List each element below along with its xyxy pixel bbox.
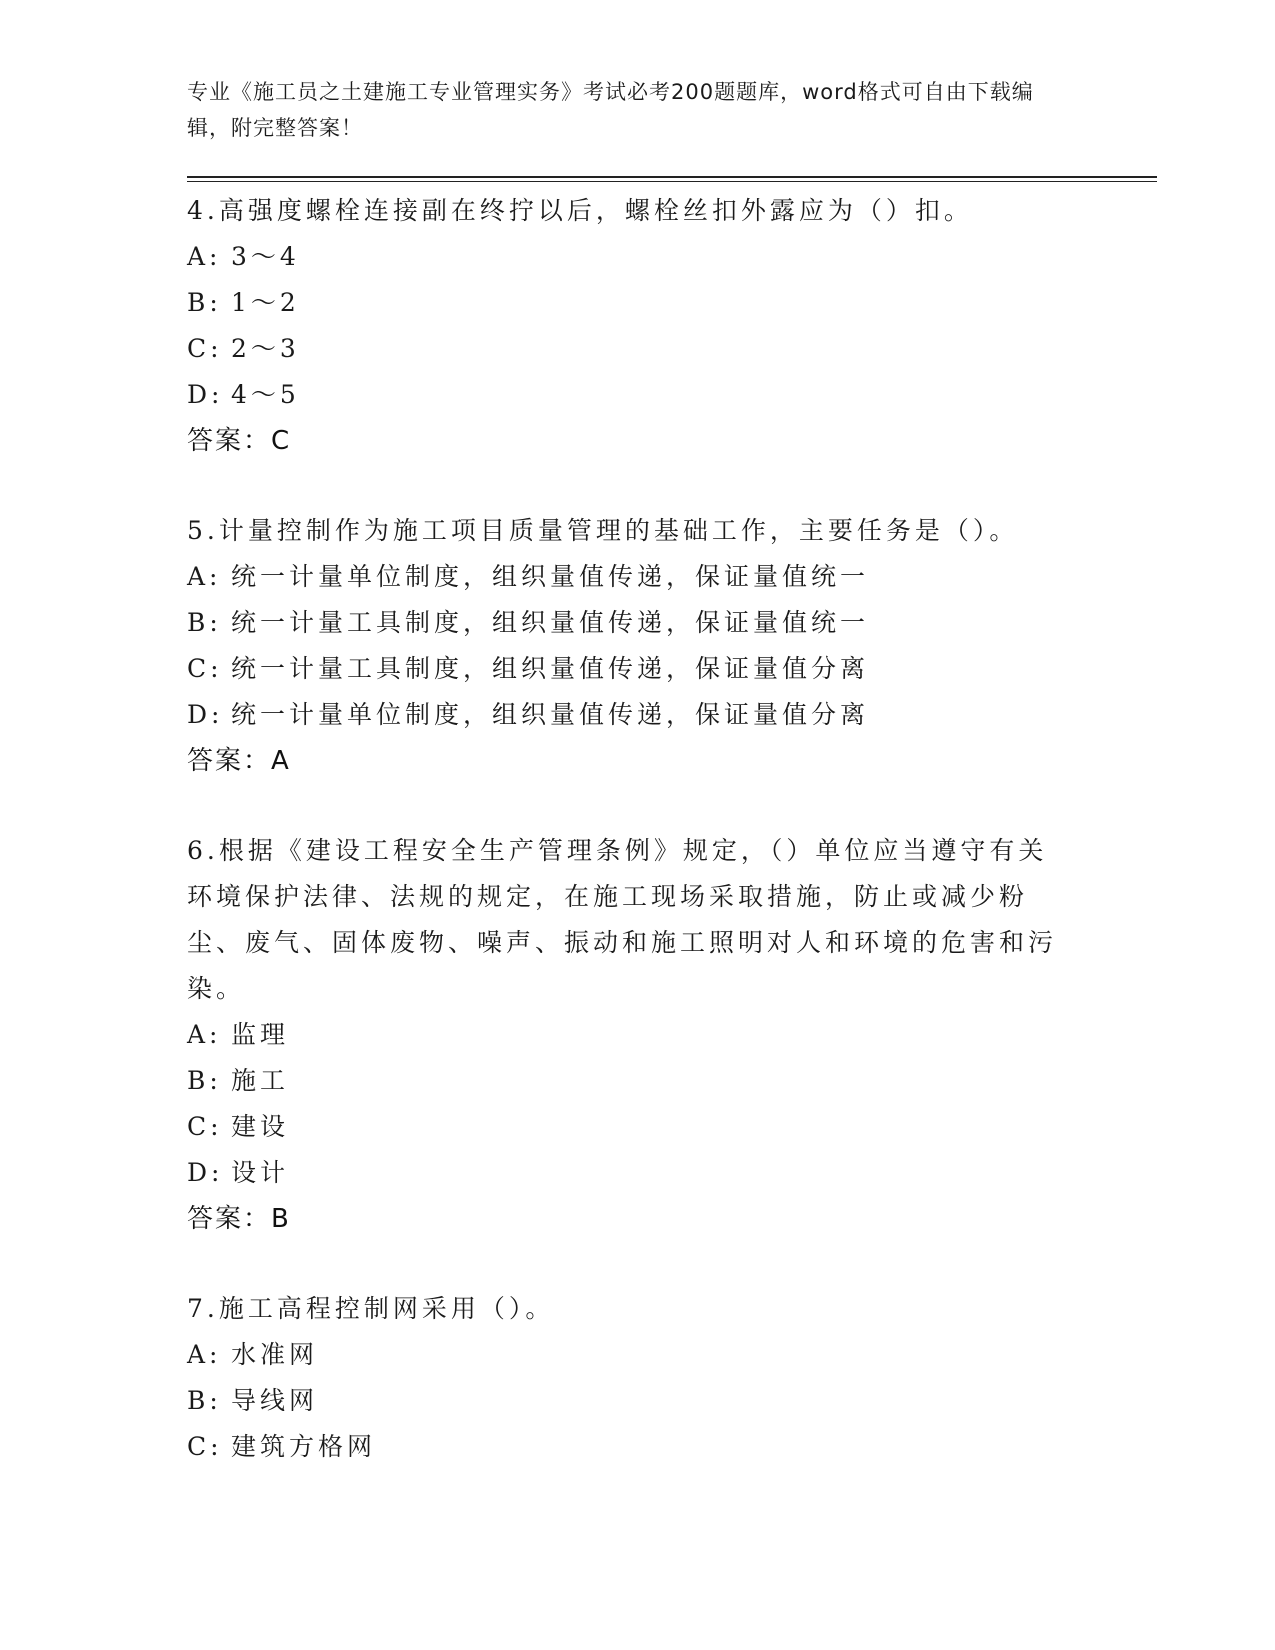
question-stem: 5.计量控制作为施工项目质量管理的基础工作，主要任务是（）。 [187,516,1019,545]
option-text: 统一计量工具制度，组织量值传递，保证量值统一 [231,608,870,637]
option-c [187,326,1067,372]
option-letter: A: [187,1020,222,1049]
option-letter: A: [187,562,222,591]
option-text: 监理 [231,1020,290,1049]
option-letter: B: [187,288,222,317]
option-text: 统一计量单位制度，组织量值传递，保证量值统一 [231,562,870,591]
option-text: 4～5 [231,380,300,409]
option-text: 建筑方格网 [231,1432,377,1461]
option-d [187,372,1067,418]
option-text: 统一计量单位制度，组织量值传递，保证量值分离 [231,700,870,729]
option-d [187,692,1067,738]
option-letter: C: [187,1432,223,1461]
option-b [187,280,1067,326]
question-list [187,188,1067,1514]
question-7 [187,1286,1067,1470]
option-a [187,1332,1067,1378]
option-c [187,1424,1067,1470]
document-intro: 专业《施工员之土建施工专业管理实务》考试必考200题题库，word格式可自由下载编辑，附完整答案！ [187,80,1034,140]
option-a [187,554,1067,600]
option-letter: B: [187,608,222,637]
option-c [187,646,1067,692]
option-text: 施工 [231,1066,290,1095]
option-letter: C: [187,334,223,363]
option-text: 1～2 [231,288,300,317]
header-divider-thin [187,181,1157,182]
answer-line: 答案：C [187,426,292,456]
option-letter: A: [187,242,222,271]
option-a [187,1012,1067,1058]
question-stem: 7.施工高程控制网采用（）。 [187,1294,555,1323]
option-text: 水准网 [231,1340,319,1369]
option-b [187,1058,1067,1104]
option-text: 统一计量工具制度，组织量值传递，保证量值分离 [231,654,870,683]
option-letter: C: [187,654,223,683]
option-text: 建设 [231,1112,290,1141]
header-divider-thick [187,176,1157,178]
answer-line: 答案：A [187,746,291,776]
option-letter: D: [187,380,224,409]
option-d [187,1150,1067,1196]
option-letter: D: [187,700,224,729]
option-b [187,1378,1067,1424]
option-letter: A: [187,1340,222,1369]
question-5 [187,508,1067,784]
option-letter: D: [187,1158,224,1187]
question-stem: 4.高强度螺栓连接副在终拧以后，螺栓丝扣外露应为（）扣。 [187,196,973,225]
option-letter: B: [187,1386,222,1415]
answer-line: 答案：B [187,1204,291,1234]
option-text: 3～4 [231,242,300,271]
option-a [187,234,1067,280]
option-text: 2～3 [231,334,300,363]
option-letter: B: [187,1066,222,1095]
question-stem: 6.根据《建设工程安全生产管理条例》规定，（）单位应当遵守有关环境保护法律、法规的规定，在施工现场采取措施，防止或减少粉尘、废气、固体废物、噪声、振动和施工照明对人和环境的危害和污染。 [187,836,1058,1003]
question-4 [187,188,1067,464]
option-letter: C: [187,1112,223,1141]
option-c [187,1104,1067,1150]
option-b [187,600,1067,646]
option-text: 设计 [231,1158,290,1187]
question-6 [187,828,1067,1242]
option-text: 导线网 [231,1386,319,1415]
